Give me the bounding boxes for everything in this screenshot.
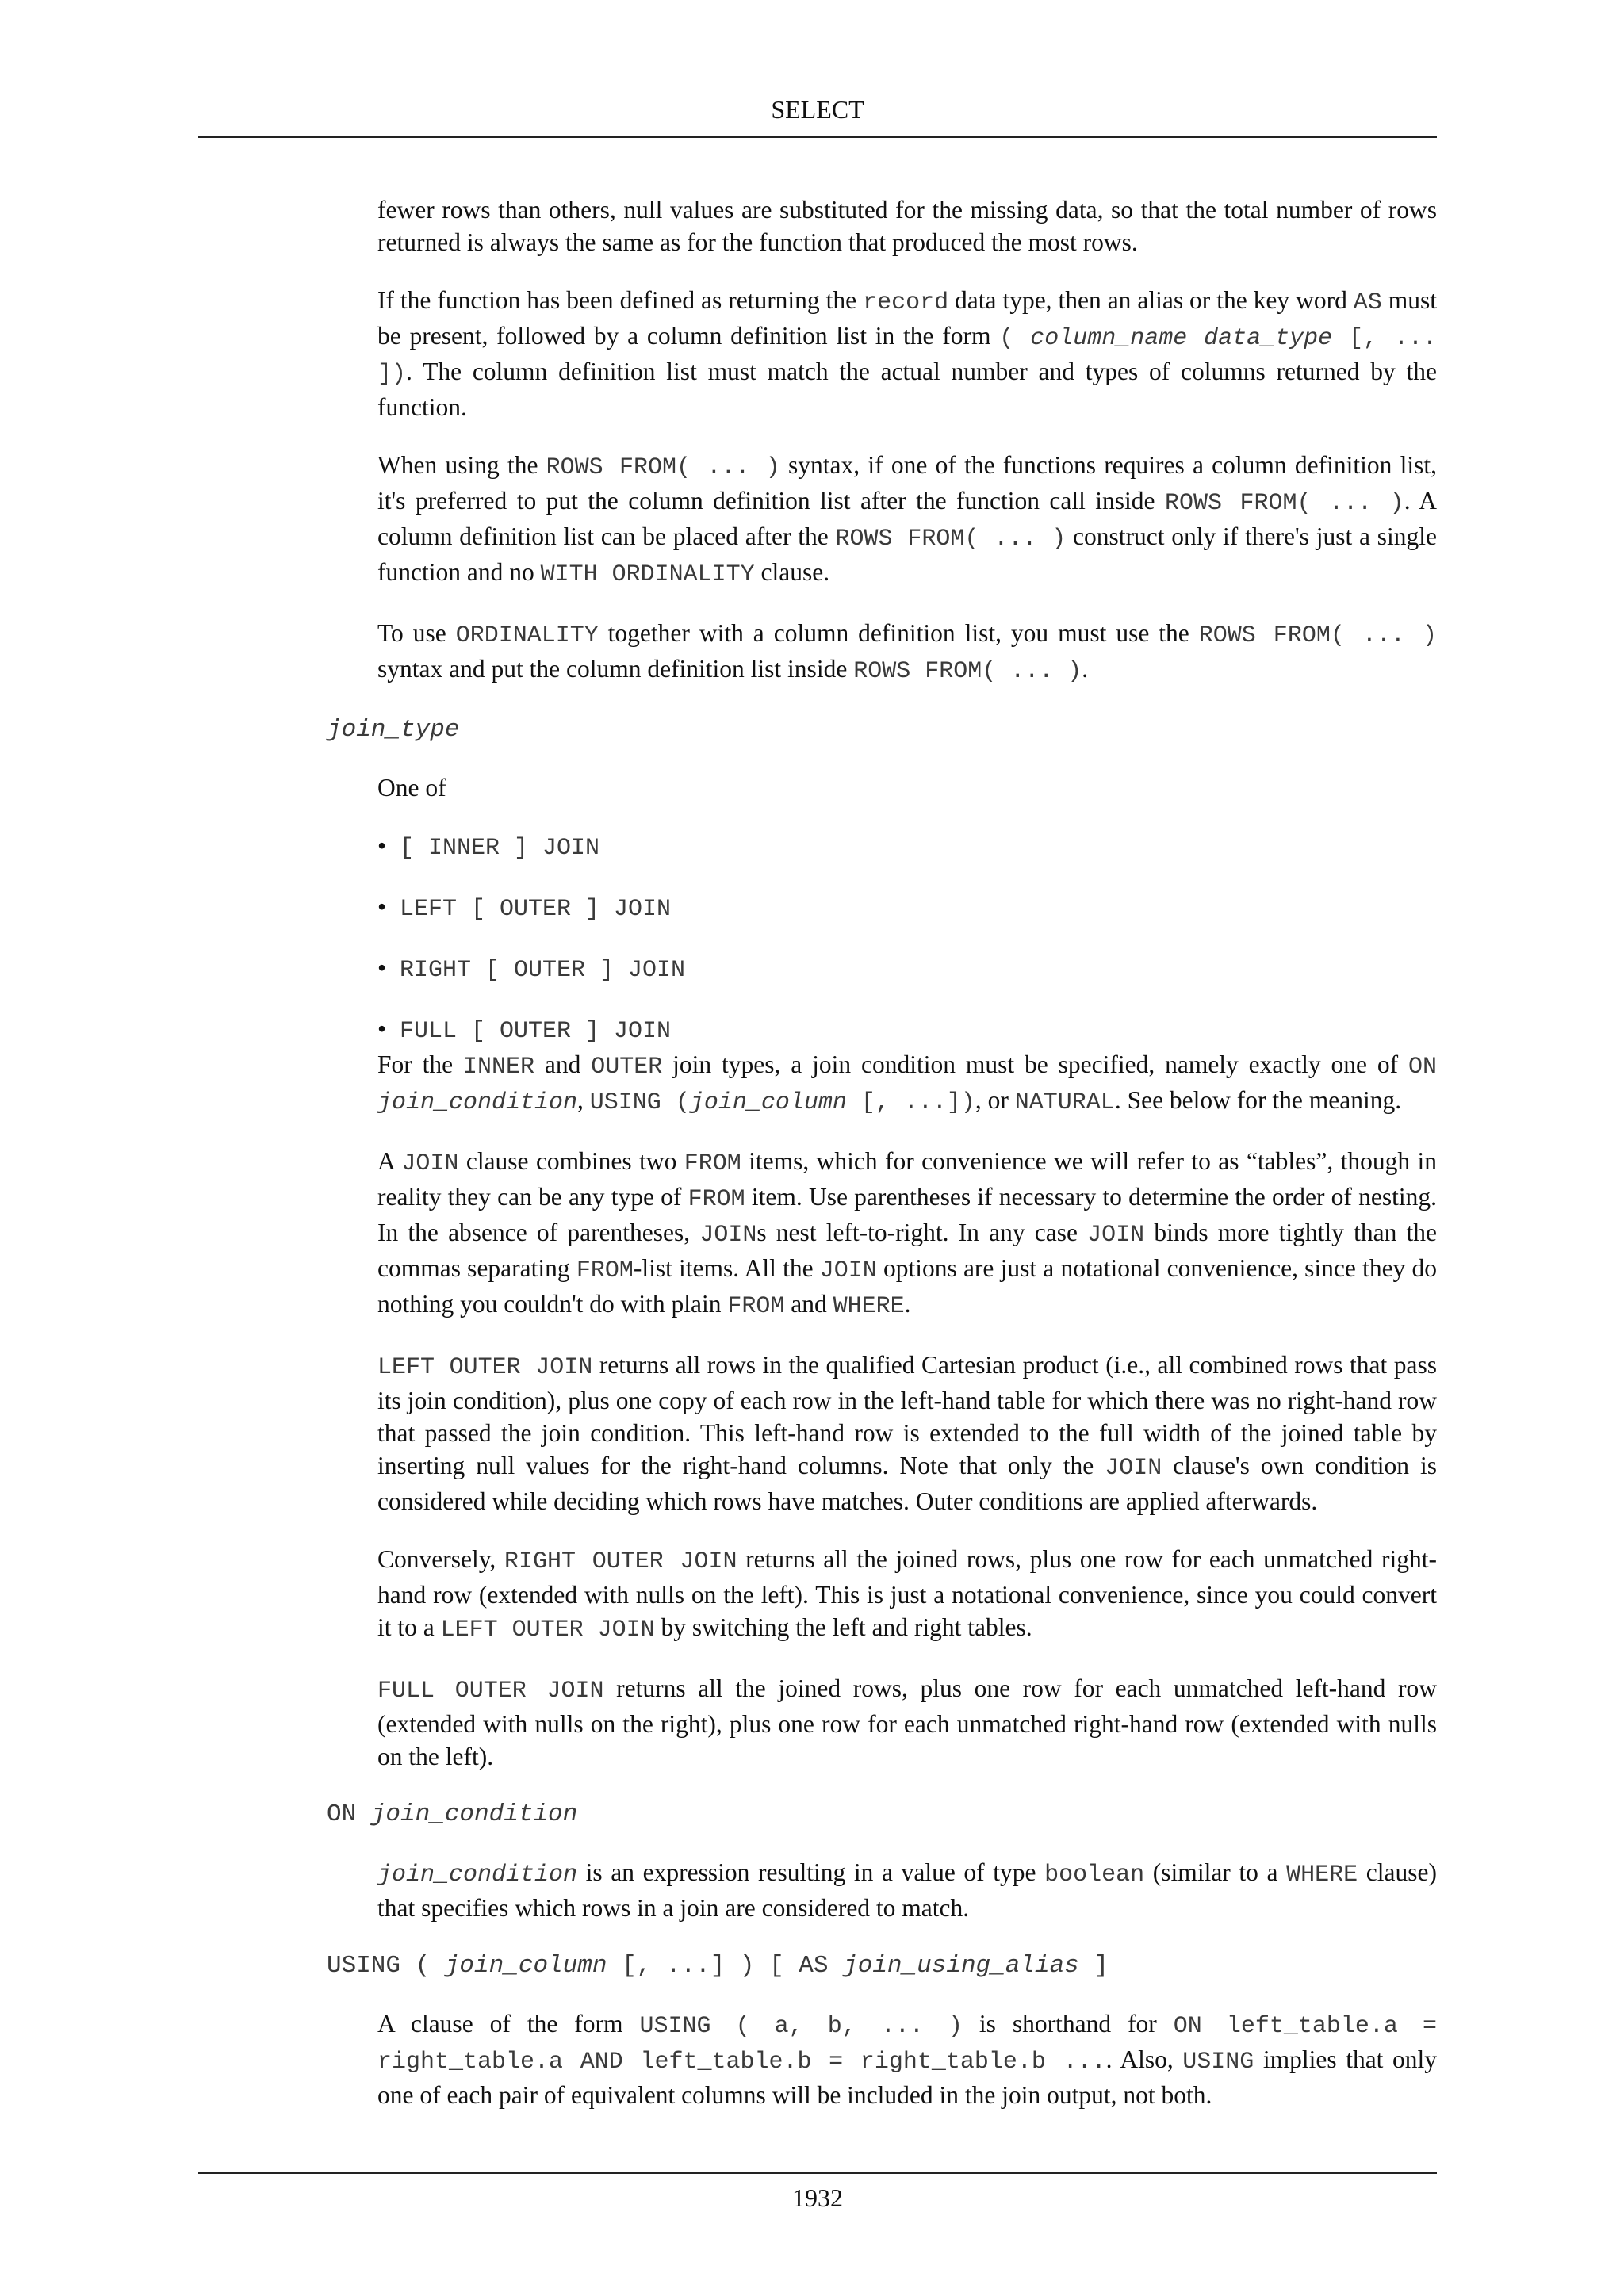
page-number: 1932 — [792, 2183, 843, 2212]
text: . A column definition list can be placed after the — [377, 487, 1438, 550]
list-item — [377, 951, 1437, 987]
text: items, which for convenience we will refer to as “tables”, though in reality they can be any type of — [377, 1147, 1437, 1211]
text: clause) that specifies which rows in a join are considered to match. — [377, 1858, 1437, 1922]
text: If the function has been defined as returning the — [377, 286, 864, 314]
code-rows-from: ROWS FROM( ... ) — [546, 454, 780, 481]
text: , or — [975, 1086, 1015, 1114]
term-keyword: ON — [327, 1800, 371, 1828]
code-using-example: USING ( a, b, ... ) — [639, 2013, 963, 2040]
text: syntax, if one of the functions requires a column definition list, it's preferred to put the column definition list after the function call inside — [377, 451, 1437, 515]
text: and — [534, 1050, 592, 1078]
text: syntax and put the column definition list inside — [377, 655, 854, 683]
term-join-type — [327, 714, 1437, 746]
paragraph-left-outer-join — [377, 1349, 1437, 1517]
header-rule — [198, 136, 1437, 138]
list-item — [377, 829, 1437, 865]
text: construct only if there's just a single function and no — [377, 522, 1438, 586]
text: . — [1082, 655, 1089, 683]
code-boolean: boolean — [1044, 1862, 1145, 1888]
term-param: join_column — [444, 1952, 607, 1980]
text: clause's own condition is considered while deciding which rows have matches. Outer conditions are applied afterwards. — [377, 1452, 1437, 1515]
code-join-column: join_column — [689, 1089, 847, 1116]
term-keyword: USING ( — [327, 1952, 445, 1980]
code-left-outer-join: LEFT OUTER JOIN — [377, 1354, 593, 1381]
code-left-outer-join: LEFT [ OUTER ] JOIN — [400, 896, 672, 923]
text: and — [784, 1290, 833, 1318]
term-on-join-condition — [327, 1798, 1437, 1831]
list-item — [377, 1012, 1437, 1048]
text: clause. — [754, 558, 830, 586]
code-left-outer-join: LEFT OUTER JOIN — [440, 1617, 655, 1644]
text: . — [904, 1290, 911, 1318]
text: For the — [377, 1050, 463, 1078]
code-list-tail: [, ... ]) — [377, 325, 1452, 388]
text: data type, then an alias or the key word — [948, 286, 1354, 314]
text: returns all the joined rows, plus one row for each unmatched right-hand row (extended with nulls on the left). This is just a notational convenience, since you could convert it to a — [377, 1545, 1437, 1641]
text: is shorthand for — [962, 2010, 1174, 2038]
text: together with a column definition list, you must use the — [598, 619, 1199, 647]
code-join-condition: join_condition — [377, 1089, 578, 1116]
text: -list items. All the — [633, 1254, 820, 1282]
code-rows-from: ROWS FROM( ... ) — [853, 658, 1082, 685]
code-from: FROM — [727, 1293, 785, 1320]
text: Conversely, — [377, 1545, 504, 1573]
paragraph-using — [377, 2007, 1451, 2111]
paragraph-rows-from — [377, 449, 1437, 591]
code-paren: ( — [999, 325, 1031, 352]
footer-rule — [198, 2172, 1437, 2174]
code-on-expansion: ON left_table.a = right_table.a AND left_table.b = right_table.b ... — [377, 2013, 1451, 2076]
code-ordinality: ORDINALITY — [455, 622, 599, 649]
text: fewer rows than others, null values are substituted for the missing data, so that the total number of rows returned is always the same as for the function that produced the most rows. — [377, 196, 1437, 256]
text: A — [377, 1147, 402, 1175]
code-rows-from: ROWS FROM( ... ) — [1198, 622, 1437, 649]
code-right-outer-join: RIGHT [ OUTER ] JOIN — [400, 957, 686, 984]
code-inner: INNER — [463, 1054, 535, 1081]
text: A clause of the form — [377, 2010, 640, 2038]
code-join: JOIN — [819, 1257, 877, 1284]
text: by switching the left and right tables. — [654, 1613, 1032, 1641]
paragraph-record-type — [377, 284, 1452, 423]
code-rows-from: ROWS FROM( ... ) — [835, 526, 1067, 553]
code-with-ordinality: WITH ORDINALITY — [540, 561, 755, 588]
text: must be present, followed by a column definition list in the form — [377, 286, 1438, 350]
text: , — [577, 1086, 590, 1114]
running-header: SELECT — [771, 95, 864, 124]
text: To use — [377, 619, 456, 647]
text: returns all rows in the qualified Cartesian product (i.e., all combined rows that pass its join condition), plus one copy of each row in the left-hand table for which there was no right-hand row that passed the join condition. This left-hand row is extended to the full width of the joined table by inserting null values for the right-hand columns. Note that only the — [377, 1351, 1437, 1479]
code-join: JOIN — [1105, 1455, 1162, 1482]
text: . The column definition list must match the actual number and types of columns returned by the function. — [377, 358, 1437, 421]
paragraph-ordinality — [377, 617, 1437, 688]
code-as: AS — [1353, 289, 1382, 316]
paragraph-join-condition-required — [377, 1048, 1451, 1119]
list-item — [377, 890, 1437, 926]
code-on: ON — [1408, 1054, 1451, 1081]
code-right-outer-join: RIGHT OUTER JOIN — [504, 1548, 737, 1575]
bullet: • — [377, 1015, 387, 1043]
term-keyword: [, ...] ) [ AS — [607, 1952, 844, 1980]
code-join: JOIN — [401, 1150, 459, 1177]
text: s nest left-to-right. In any case — [756, 1219, 1088, 1246]
term-keyword: ] — [1078, 1952, 1109, 1980]
page-content — [327, 193, 1452, 2137]
code-join: JOIN — [699, 1222, 757, 1249]
code-join-condition: join_condition — [377, 1862, 578, 1888]
code-record: record — [863, 289, 949, 316]
paragraph-right-outer-join — [377, 1543, 1437, 1647]
code-where: WHERE — [833, 1293, 905, 1320]
bullet: • — [377, 954, 387, 982]
code-column-name-data-type: column_name data_type — [1030, 325, 1333, 352]
paragraph-full-outer-join — [377, 1672, 1437, 1773]
term-using — [327, 1950, 1437, 1982]
code-join: JOIN — [1087, 1222, 1145, 1249]
code-natural: NATURAL — [1014, 1089, 1115, 1116]
text: join types, a join condition must be specified, namely exactly one of — [662, 1050, 1408, 1078]
code-list-tail: [, ...]) — [846, 1089, 975, 1116]
paragraph-join-condition — [377, 1856, 1437, 1924]
code-from: FROM — [576, 1257, 634, 1284]
text: returns all the joined rows, plus one row for each unmatched left-hand row (extended with nulls on the right), plus one row for each unmatched right-hand row (extended with nulls on the left). — [377, 1674, 1438, 1770]
term-label: join_type — [327, 716, 460, 744]
text: binds more tightly than the commas separating — [377, 1219, 1437, 1282]
code-full-outer-join: FULL [ OUTER ] JOIN — [400, 1018, 672, 1045]
paragraph-one-of — [377, 771, 1437, 804]
term-param: join_using_alias — [843, 1952, 1079, 1980]
code-outer: OUTER — [591, 1054, 663, 1081]
text: implies that only one of each pair of equivalent columns will be included in the join output, not both. — [377, 2045, 1438, 2109]
term-param: join_condition — [370, 1800, 578, 1828]
code-where: WHERE — [1286, 1862, 1358, 1888]
text: . Also, — [1105, 2045, 1183, 2073]
code-from: FROM — [684, 1150, 741, 1177]
text: When using the — [377, 451, 546, 479]
text: . See below for the meaning. — [1114, 1086, 1402, 1114]
text: is an expression resulting in a value of type — [577, 1858, 1045, 1886]
join-type-list — [377, 829, 1437, 1048]
bullet: • — [377, 893, 387, 920]
text: item. Use parentheses if necessary to determine the order of nesting. In the absence of parentheses, — [377, 1183, 1437, 1246]
code-from: FROM — [688, 1186, 745, 1213]
bullet: • — [377, 832, 387, 859]
code-using: USING — [1182, 2049, 1254, 2076]
paragraph-join-clause — [377, 1145, 1437, 1323]
code-using: USING ( — [589, 1089, 690, 1116]
text: (similar to a — [1144, 1858, 1287, 1886]
paragraph-missing-data — [377, 193, 1437, 258]
text: One of — [377, 774, 446, 802]
text: clause combines two — [458, 1147, 684, 1175]
text: options are just a notational convenience, since they do nothing you couldn't do with plain — [377, 1254, 1437, 1318]
code-full-outer-join: FULL OUTER JOIN — [377, 1678, 604, 1705]
code-rows-from: ROWS FROM( ... ) — [1164, 490, 1404, 517]
code-inner-join: [ INNER ] JOIN — [400, 835, 600, 862]
